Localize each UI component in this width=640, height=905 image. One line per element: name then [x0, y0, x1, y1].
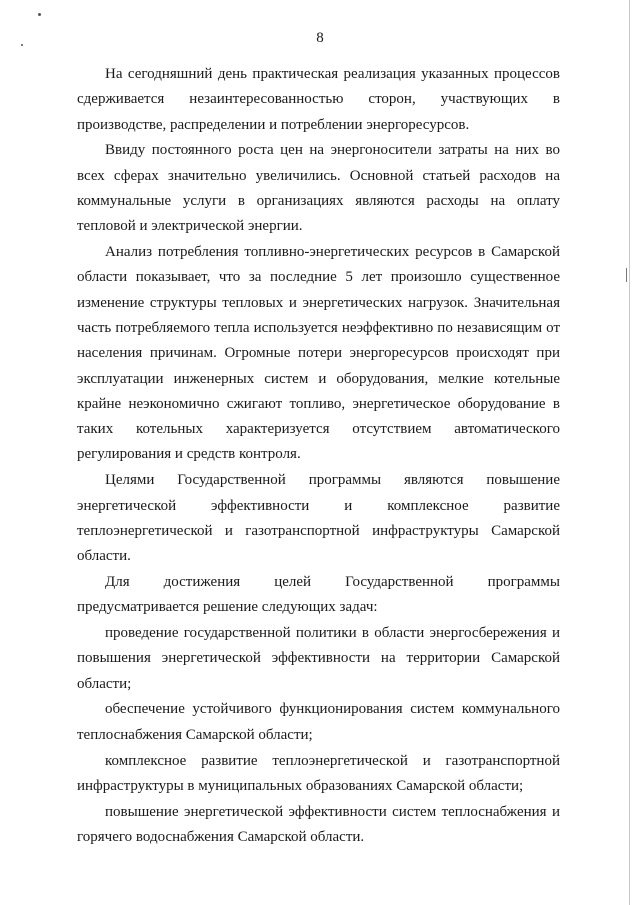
paragraph: проведение государственной политики в области энергосбережения и повышения энергетической эффективности на территории Самарской области; — [77, 625, 560, 692]
paragraph: Ввиду постоянного роста цен на энергоносители затраты на них во всех сферах значительно увеличились. Основной статьей расходов на коммунальные услуги в организациях являются расходы на оплату тепловой и электрической энергии. — [77, 142, 560, 235]
paragraph: повышение энергетической эффективности систем теплоснабжения и горячего водоснабжения Самарской области. — [77, 803, 560, 845]
paragraph: Анализ потребления топливно-энергетических ресурсов в Самарской области показывает, что за последние 5 лет произошло существенное изменение структуры тепловых и энергетических нагрузок. Значительная часть потребляемого тепла используется неэффективно по независящим от населения причинам. Огромные потери энергоресурсов происходят при эксплуатации инженерных систем и оборудования, мелкие котельные крайне неэкономично сжигают топливо, энергетическое оборудование в таких котельных характеризуется отсутствием автоматического регулирования и средств контроля. — [77, 244, 560, 463]
scan-artifact-edge — [626, 268, 627, 282]
scan-artifact-dot — [38, 13, 41, 16]
scan-artifact-edge — [629, 0, 630, 905]
paragraph: Целями Государственной программы являются повышение энергетической эффективности и комплексное развитие теплоэнергетической и газотранспортной инфраструктуры Самарской области. — [77, 472, 560, 565]
paragraph: комплексное развитие теплоэнергетической и газотранспортной инфраструктуры в муниципальных образованиях Самарской области; — [77, 752, 560, 794]
page-number: 8 — [316, 30, 324, 46]
paragraph: Для достижения целей Государственной программы предусматривается решение следующих задач: — [77, 573, 560, 616]
paragraph: обеспечение устойчивого функционирования систем коммунального теплоснабжения Самарской области; — [77, 701, 560, 743]
document-body — [77, 62, 560, 850]
paragraph: На сегодняшний день практическая реализация указанных процессов сдерживается незаинтересованностью сторон, участвующих в производстве, распределении и потреблении энергоресурсов. — [77, 66, 560, 133]
